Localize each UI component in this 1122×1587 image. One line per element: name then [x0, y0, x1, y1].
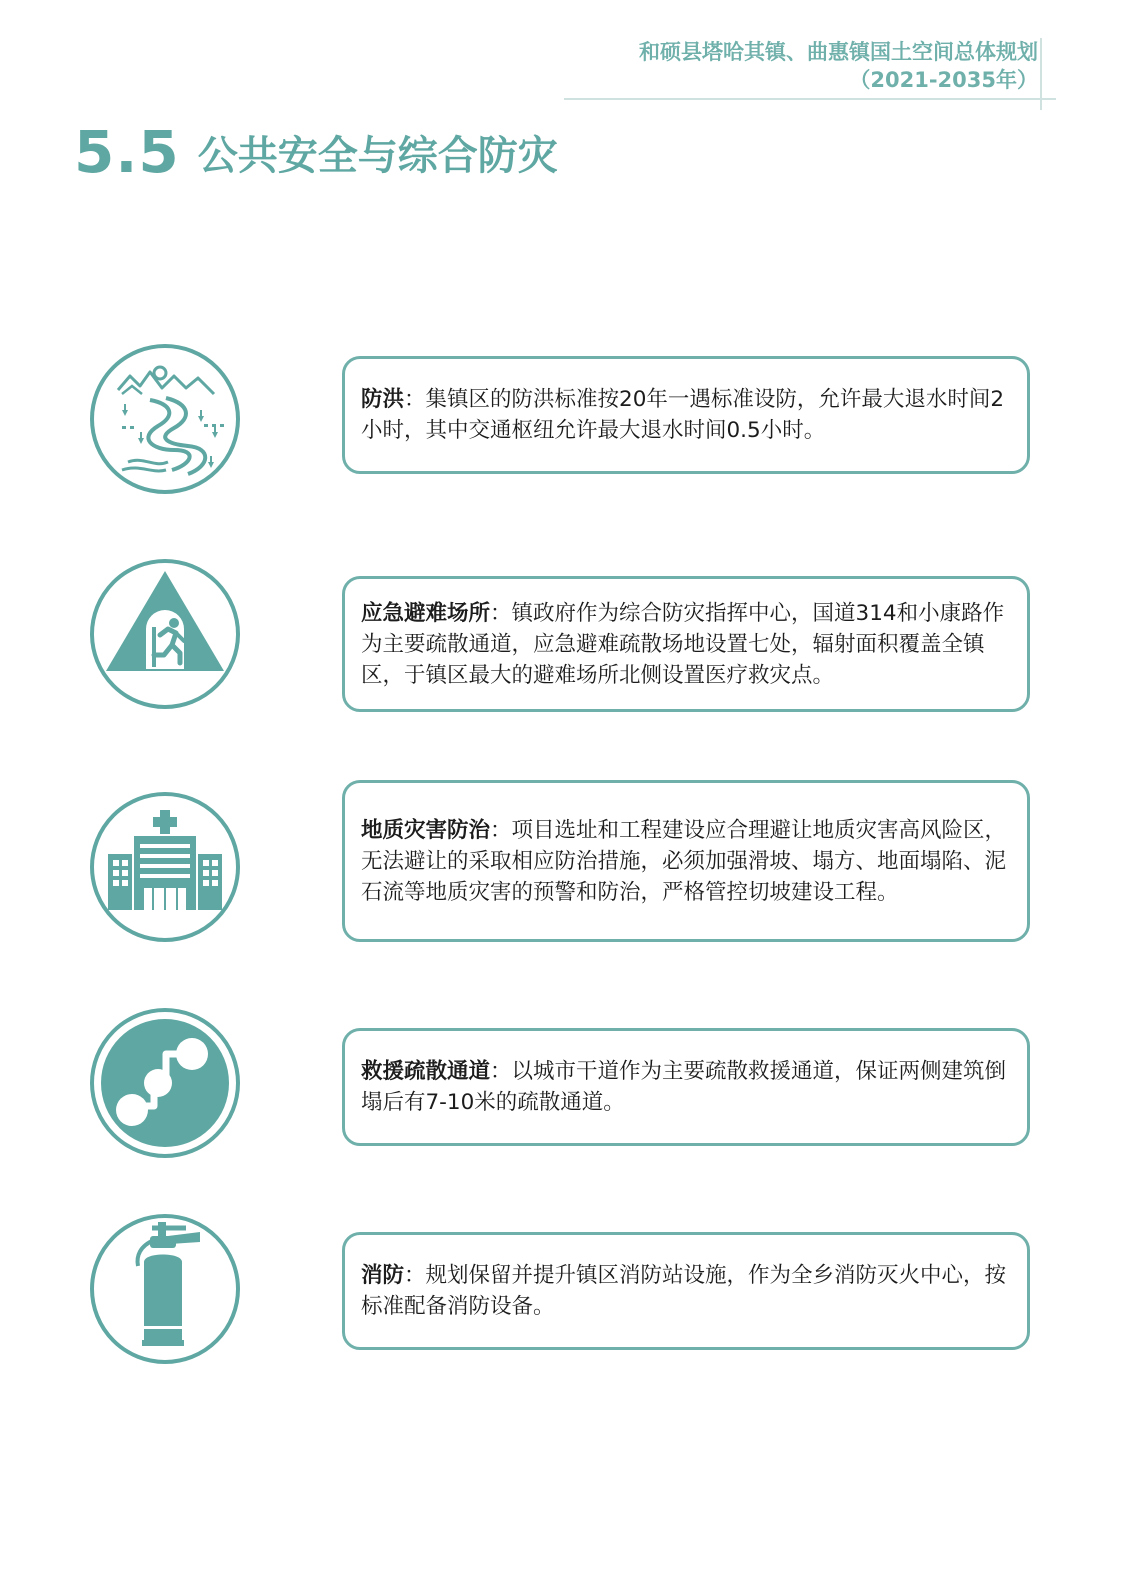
item-card-emergency-shelter: [342, 576, 1030, 712]
item-label: 地质灾害防治: [361, 817, 491, 843]
item-body: 镇政府作为综合防灾指挥中心，国道314和小康路作为主要疏散通道，应急避难疏散场地设置七处，辐射面积覆盖全镇区，于镇区最大的避难场所北侧设置医疗救灾点。: [361, 600, 1005, 688]
hospital-building-icon: [88, 790, 242, 944]
evacuation-route-icon: [88, 1006, 242, 1160]
section-heading: [74, 118, 558, 186]
item-card-flood: [342, 356, 1030, 474]
item-text: 救援疏散通道：以城市干道作为主要疏散救援通道，保证两侧建筑倒塌后有7-10米的疏散通道。: [361, 1059, 1007, 1115]
item-card-geological-hazard: [342, 780, 1030, 942]
item-label: 救援疏散通道: [361, 1059, 491, 1084]
item-fire-protection: [88, 1210, 1036, 1368]
header-vertical-divider: [1040, 38, 1042, 110]
item-label: 消防: [361, 1263, 405, 1288]
item-body: 规划保留并提升镇区消防站设施，作为全乡消防灭火中心，按标准配备消防设备。: [361, 1263, 1007, 1319]
item-card-fire-protection: [342, 1232, 1030, 1350]
item-rescue-evacuation: [88, 1004, 1036, 1162]
item-card-rescue-evacuation: [342, 1028, 1030, 1146]
item-text: 消防：规划保留并提升镇区消防站设施，作为全乡消防灭火中心，按标准配备消防设备。: [361, 1263, 1007, 1319]
flood-river-icon: [88, 342, 242, 496]
item-emergency-shelter: [88, 556, 1036, 714]
document-header: [639, 38, 1038, 94]
item-label: 防洪: [361, 387, 405, 412]
item-text: 应急避难场所：镇政府作为综合防灾指挥中心，国道314和小康路作为主要疏散通道，应急避难疏散场地设置七处，辐射面积覆盖全镇区，于镇区最大的避难场所北侧设置医疗救灾点。: [361, 600, 1005, 688]
item-flood: [88, 340, 1036, 498]
fire-extinguisher-icon: [88, 1212, 242, 1366]
header-subtitle: （2021-2035年）: [849, 68, 1038, 92]
item-geological-hazard: [88, 772, 1036, 950]
item-text: 防洪：集镇区的防洪标准按20年一遇标准设防，允许最大退水时间2小时，其中交通枢纽允许最大退水时间0.5小时。: [361, 387, 1005, 443]
item-body: 项目选址和工程建设应合理避让地质灾害高风险区，无法避让的采取相应防治措施，必须加强滑坡、塌方、地面塌陷、泥石流等地质灾害的预警和防治，严格管控切坡建设工程。: [361, 817, 1007, 905]
item-body: 集镇区的防洪标准按20年一遇标准设防，允许最大退水时间2小时，其中交通枢纽允许最大退水时间0.5小时。: [361, 387, 1005, 443]
item-body: 以城市干道作为主要疏散救援通道，保证两侧建筑倒塌后有7-10米的疏散通道。: [361, 1059, 1007, 1115]
header-divider: [564, 98, 1056, 100]
header-title: 和硕县塔哈其镇、曲惠镇国土空间总体规划: [639, 40, 1038, 64]
section-title: 公共安全与综合防灾: [197, 132, 558, 179]
section-number: 5.5: [74, 118, 180, 186]
item-text: 地质灾害防治：项目选址和工程建设应合理避让地质灾害高风险区，无法避让的采取相应防治措施，必须加强滑坡、塌方、地面塌陷、泥石流等地质灾害的预警和防治，严格管控切坡建设工程。: [361, 817, 1007, 905]
emergency-exit-icon: [88, 557, 242, 711]
item-label: 应急避难场所: [361, 600, 491, 626]
